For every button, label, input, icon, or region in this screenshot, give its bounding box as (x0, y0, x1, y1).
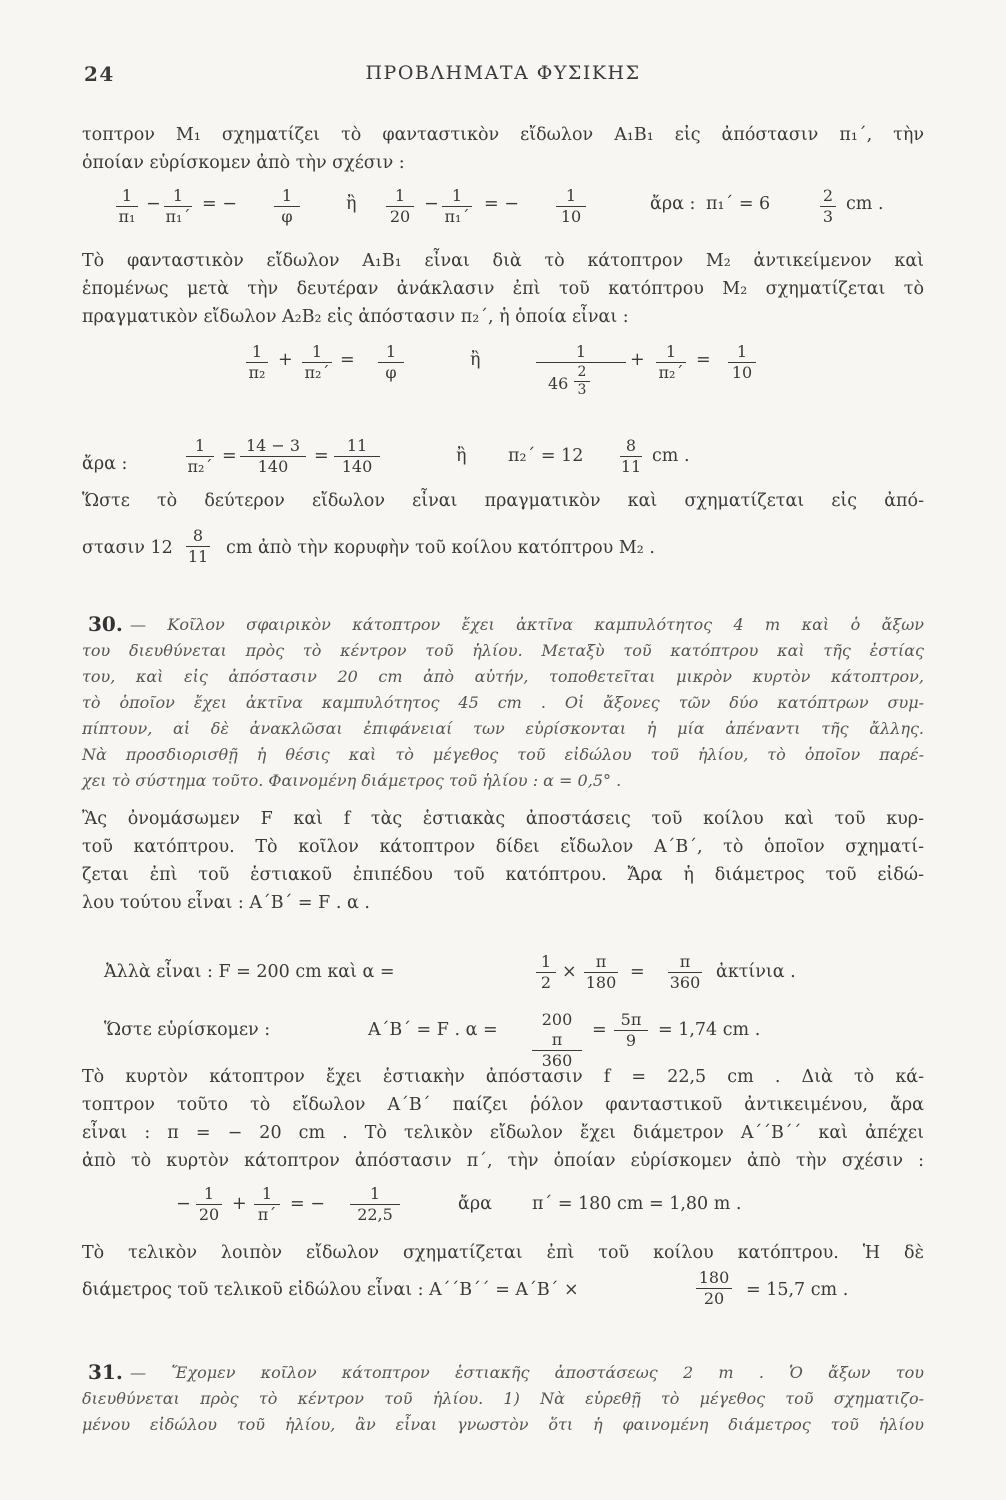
denominator: 22,5 (357, 1205, 393, 1224)
denominator: 360 (541, 1051, 573, 1070)
problem-number: 31. (88, 1360, 123, 1384)
operator: = (630, 962, 645, 982)
denominator: 3 (822, 207, 834, 226)
text-line: εἶναι : π = − 20 cm . Τὸ τελικὸν εἴδωλον ἔχει διάμετρον Α΄΄Β΄΄ καὶ ἀπέχει (82, 1123, 924, 1143)
numerator: 1 (728, 342, 756, 363)
denominator: π₂ (248, 363, 266, 382)
numerator: 1 (350, 1184, 400, 1205)
text-line: ἀπὸ τὸ κυρτὸν κάτοπτρον ἀπόστασιν π΄, τὴν ὁποίαν εὑρίσκομεν ἀπὸ τὴν σχέσιν : (82, 1151, 924, 1171)
operator: + (278, 350, 293, 370)
denominator: 11 (620, 457, 642, 476)
result: π₁΄ = 6 (706, 194, 771, 214)
problem-text: μένου εἰδώλου τοῦ ἡλίου, ἂν εἶναι γνωστὸν ὅτι ἡ φαινομένη διάμετρος τοῦ ἡλίου (82, 1415, 924, 1434)
running-title: ΠΡΟΒΛΗΜΑΤΑ ΦΥΣΙΚΗΣ (365, 62, 641, 84)
result: = 1,74 cm . (658, 1020, 761, 1040)
problem-text: πίπτουν, αἱ δὲ ἀνακλῶσαι ἐπιφάνειαί των εὑρίσκονται ἡ μία ἀπέναντι τῆς ἄλλης. (82, 719, 924, 738)
problem-text: διευθύνεται πρὸς τὸ κέντρον τοῦ ἡλίου. 1) Νὰ εὑρεθῇ τὸ μέγεθος τοῦ σχηματιζο- (82, 1389, 924, 1408)
result: = 15,7 cm . (746, 1280, 849, 1300)
denominator: π₂΄ (658, 363, 684, 382)
numerator: 1 (656, 342, 686, 363)
numerator: 1 (196, 1184, 222, 1205)
numerator: 1 (302, 342, 332, 363)
text-line-part: cm ἀπὸ τὴν κορυφὴν τοῦ κοίλου κατόπτρου Μ₂ . (226, 538, 655, 558)
denominator: 20 (198, 1205, 220, 1224)
text-line: τοπτρον τοῦτο τὸ εἴδωλον Α΄Β΄ παίζει ῥόλον φανταστικοῦ ἀντικειμένου, ἄρα (82, 1095, 924, 1115)
denominator: 140 (341, 457, 373, 476)
denominator: φ (281, 207, 293, 226)
text-line-part: στασιν 12 (82, 538, 173, 558)
numerator: 180 (696, 1268, 732, 1289)
or-word: ἢ (456, 446, 467, 466)
operator: + (630, 350, 645, 370)
denominator: π₂΄ (187, 457, 213, 476)
text-line: ἑπομένως μετὰ τὴν δευτέραν ἀνάκλασιν ἐπὶ τοῦ κατόπτρου Μ₂ σχηματίζεται τὸ (82, 279, 924, 299)
operator: − (146, 194, 161, 214)
operator: = (340, 350, 355, 370)
denominator: π΄ (257, 1205, 277, 1224)
operator: = − (484, 194, 519, 214)
text-line: Τὸ φανταστικὸν εἴδωλον Α₁Β₁ εἶναι διὰ τὸ κάτοπτρον Μ₂ ἀντικείμενον καὶ (82, 251, 924, 271)
denominator: 46 (548, 374, 569, 393)
numerator: 1 (116, 186, 138, 207)
text-line-part: Ὥστε εὑρίσκομεν : (104, 1020, 271, 1040)
denominator: 20 (703, 1289, 725, 1308)
denominator: φ (385, 363, 397, 382)
numerator: π (668, 952, 702, 973)
denominator: π₁΄ (444, 207, 470, 226)
numerator: 1 (442, 186, 472, 207)
numerator: 1 (254, 1184, 280, 1205)
denominator: 2 (540, 973, 552, 992)
numerator: 2 (574, 364, 590, 382)
numerator: 1 (246, 342, 268, 363)
operator: − (424, 194, 439, 214)
denominator: 360 (669, 973, 701, 992)
denominator: π₁΄ (165, 207, 191, 226)
text-line-part: Α΄Β΄ = F . α = (368, 1020, 498, 1040)
operator: = (314, 446, 329, 466)
text-line: πραγματικὸν εἴδωλον Α₂Β₂ εἰς ἀπόστασιν π₂΄, ἡ ὁποία εἶναι : (82, 307, 629, 327)
compound-fraction (536, 342, 626, 363)
or-word: ἢ (346, 194, 357, 214)
text-line: ὁποίαν εὑρίσκομεν ἀπὸ τὴν σχέσιν : (82, 153, 405, 173)
text-line: Ἂς ὀνομάσωμεν F καὶ f τὰς ἑστιακὰς ἀποστάσεις τοῦ κοίλου καὶ τοῦ κυρ- (82, 809, 924, 829)
text-line: Τὸ κυρτὸν κάτοπτρον ἔχει ἑστιακὴν ἀπόστασιν f = 22,5 cm . Διὰ τὸ κά- (82, 1067, 924, 1087)
denominator: 11 (187, 547, 209, 566)
numerator: 1 (274, 186, 300, 207)
denominator: 9 (625, 1031, 637, 1050)
numerator: 14 − 3 (240, 436, 306, 457)
numerator: 2 (820, 186, 836, 207)
text-line: λου τούτου εἶναι : Α΄Β΄ = F . α . (82, 893, 370, 913)
result: π΄ = 180 cm = 1,80 m . (532, 1194, 742, 1214)
numerator: 1 (386, 186, 414, 207)
unit: cm . (846, 194, 884, 214)
page-number: 24 (84, 62, 115, 86)
denominator: 10 (731, 363, 753, 382)
text-line: τοπτρον Μ₁ σχηματίζει τὸ φανταστικὸν εἴδωλον Α₁Β₁ εἰς ἀπόστασιν π₁΄, τὴν (82, 125, 924, 145)
numerator: 1 (378, 342, 404, 363)
denominator: 180 (585, 973, 617, 992)
text-line-part: διάμετρος τοῦ τελικοῦ εἰδώλου εἶναι : Α΄΄Β΄΄ = Α΄Β΄ × (82, 1280, 579, 1300)
problem-text: χει τὸ σύστημα τοῦτο. Φαινομένη διάμετρος τοῦ ἡλίου : α = 0,5° . (82, 771, 622, 790)
text-line: Ὥστε τὸ δεύτερον εἴδωλον εἶναι πραγματικὸν καὶ σχηματίζεται εἰς ἀπό- (82, 491, 924, 511)
numerator: 200 π (532, 1010, 582, 1051)
operator: = (222, 446, 237, 466)
unit: ἀκτίνια . (716, 962, 796, 982)
therefore-word: ἄρα : (82, 454, 128, 474)
operator: = − (202, 194, 237, 214)
problem-text: — Ἔχομεν κοῖλον κάτοπτρον ἑστιακῆς ἀποστάσεως 2 m . Ὁ ἄξων του (130, 1363, 924, 1382)
numerator: 1 (164, 186, 192, 207)
or-word: ἢ (470, 350, 481, 370)
unit: cm . (652, 446, 690, 466)
therefore-word: ἄρα (458, 1194, 492, 1214)
problem-text: του, καὶ εἰς ἀπόστασιν 20 cm ἀπὸ αὐτήν, τοποθετεῖται μικρὸν κυρτὸν κάτοπτρον, (82, 667, 924, 686)
text-line: Τὸ τελικὸν λοιπὸν εἴδωλον σχηματίζεται ἐπὶ τοῦ κοίλου κατόπτρου. Ἡ δὲ (82, 1243, 924, 1263)
problem-text: του διευθύνεται πρὸς τὸ κέντρον τοῦ ἡλίου. Μεταξὺ τοῦ κατόπτρου καὶ τῆς ἑστίας (82, 641, 924, 660)
result: π₂΄ = 12 (508, 446, 584, 466)
denominator: π₁ (118, 207, 136, 226)
operator: = (696, 350, 711, 370)
numerator: 11 (334, 436, 380, 457)
numerator: 1 (536, 952, 556, 973)
problem-text: — Κοῖλον σφαιρικὸν κάτοπτρον ἔχει ἀκτῖνα καμπυλότητος 4 m καὶ ὁ ἄξων (130, 615, 924, 634)
operator: − (176, 1194, 191, 1214)
operator: = − (290, 1194, 325, 1214)
denominator: 20 (389, 207, 411, 226)
numerator: 5π (614, 1010, 648, 1031)
numerator: 8 (186, 526, 210, 547)
operator: + (232, 1194, 247, 1214)
numerator: π (584, 952, 618, 973)
numerator: 1 (536, 342, 626, 363)
denominator: 3 (577, 382, 587, 398)
numerator: 8 (620, 436, 642, 457)
denominator: π₂΄ (304, 363, 330, 382)
text-line-part: Ἀλλὰ εἶναι : F = 200 cm καὶ α = (104, 962, 395, 982)
operator: × (562, 962, 577, 982)
denominator: 10 (560, 207, 582, 226)
text-line: τοῦ κατόπτρου. Τὸ κοῖλον κάτοπτρον δίδει εἴδωλον Α΄Β΄, τὸ ὁποῖον σχηματί- (82, 837, 924, 857)
problem-text: τὸ ὁποῖον ἔχει ἀκτῖνα καμπυλότητος 45 cm . Οἱ ἄξονες τῶν δύο κατόπτρων συμ- (82, 693, 924, 712)
text-line: ζεται ἐπὶ τοῦ ἑστιακοῦ ἐπιπέδου τοῦ κατόπτρου. Ἄρα ἡ διάμετρος τοῦ εἰδώ- (82, 865, 924, 885)
numerator: 1 (556, 186, 586, 207)
operator: = (592, 1020, 607, 1040)
problem-text: Νὰ προσδιορισθῇ ἡ θέσις καὶ τὸ μέγεθος τοῦ εἰδώλου τοῦ ἡλίου, τὸ ὁποῖον παρέ- (82, 745, 924, 764)
numerator: 1 (186, 436, 214, 457)
therefore-word: ἄρα : (650, 194, 696, 214)
problem-number: 30. (88, 612, 123, 636)
denominator: 140 (257, 457, 289, 476)
